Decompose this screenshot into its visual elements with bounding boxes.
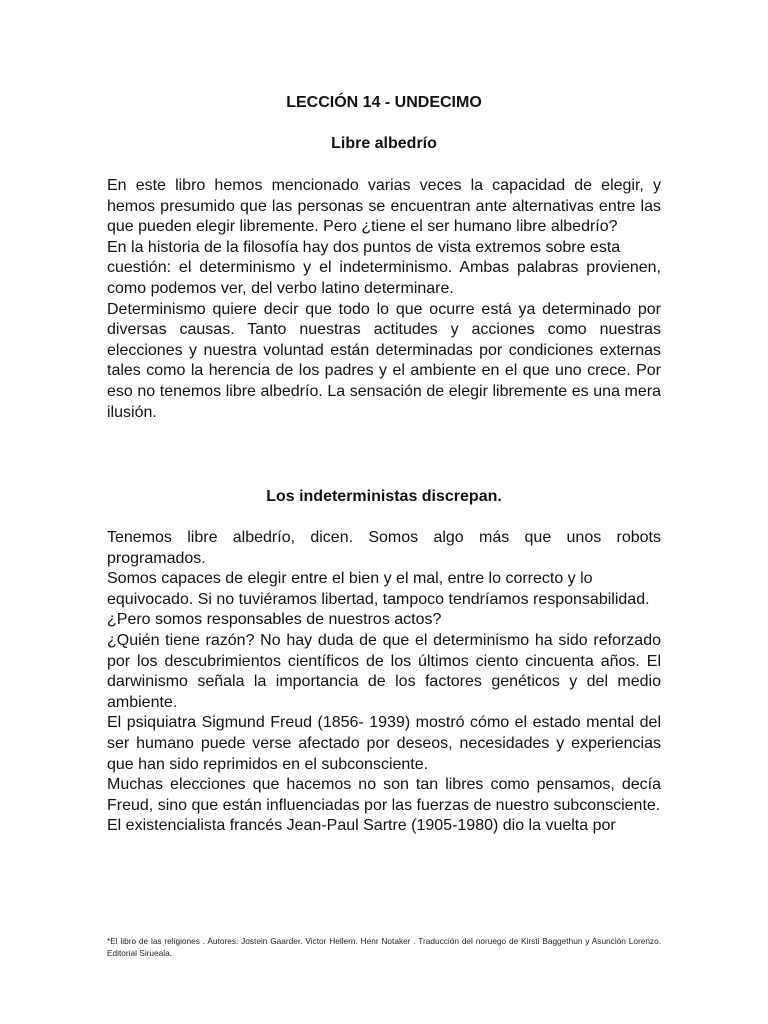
- document-page: [107, 0, 661, 1024]
- paragraph: cuestión: el determinismo y el indeterminismo. Ambas palabras provienen, como podemos ver, del verbo latino determinare.: [107, 259, 661, 297]
- paragraph: Tenemos libre albedrío, dicen. Somos algo más que unos robots programados.: [107, 529, 661, 567]
- paragraph: equivocado. Si no tuviéramos libertad, tampoco tendríamos responsabilidad.: [107, 590, 650, 608]
- section-libre-albedrio: [107, 176, 661, 423]
- paragraph: Muchas elecciones que hacemos no son tan libres como pensamos, decía Freud, sino que están influenciadas por las fuerzas de nuestro subconsciente.: [107, 776, 661, 814]
- paragraph: En este libro hemos mencionado varias veces la capacidad de elegir, y hemos presumido que las personas se encuentran ante alternativas entre las que pueden elegir libremente. Pero ¿tiene el ser humano libre albedrío?: [107, 177, 661, 236]
- paragraph: El psiquiatra Sigmund Freud (1856- 1939) mostró cómo el estado mental del ser humano puede verse afectado por deseos, necesidades y experiencias que han sido reprimidos en el subconsciente.: [107, 714, 661, 773]
- paragraph: El existencialista francés Jean-Paul Sartre (1905-1980) dio la vuelta por: [107, 817, 616, 835]
- section-heading: Los indeterministas discrepan.: [266, 488, 502, 505]
- page-subtitle: Libre albedrío: [331, 135, 437, 152]
- paragraph: Somos capaces de elegir entre el bien y el mal, entre lo correcto y lo: [107, 570, 593, 588]
- paragraph: ¿Pero somos responsables de nuestros actos?: [107, 611, 442, 629]
- paragraph: En la historia de la filosofía hay dos puntos de vista extremos sobre esta: [107, 238, 621, 256]
- footnote: *El libro de las religiones . Autores: Jostein Gaarder. Victor Hellern. Henr Notaker . Traducción del noruego de Kirsti Baggethun y Asunción Lorenzo. Editorial Sirueala.: [107, 936, 661, 958]
- paragraph: Determinismo quiere decir que todo lo que ocurre está ya determinado por diversas causas. Tanto nuestras actitudes y acciones como nuestras elecciones y nuestra voluntad están determinadas por condiciones externas tales como la herencia de los padres y el ambiente en el que uno crece. Por eso no tenemos libre albedrío. La sensación de elegir libremente es una mera ilusión.: [107, 300, 661, 421]
- section-indeterministas: [107, 528, 661, 837]
- page-title: LECCIÓN 14 - UNDECIMO: [286, 94, 482, 111]
- paragraph: ¿Quién tiene razón? No hay duda de que el determinismo ha sido reforzado por los descubrimientos científicos de los últimos ciento cincuenta años. El darwinismo señala la importancia de los factores genéticos y del medio ambiente.: [107, 631, 661, 711]
